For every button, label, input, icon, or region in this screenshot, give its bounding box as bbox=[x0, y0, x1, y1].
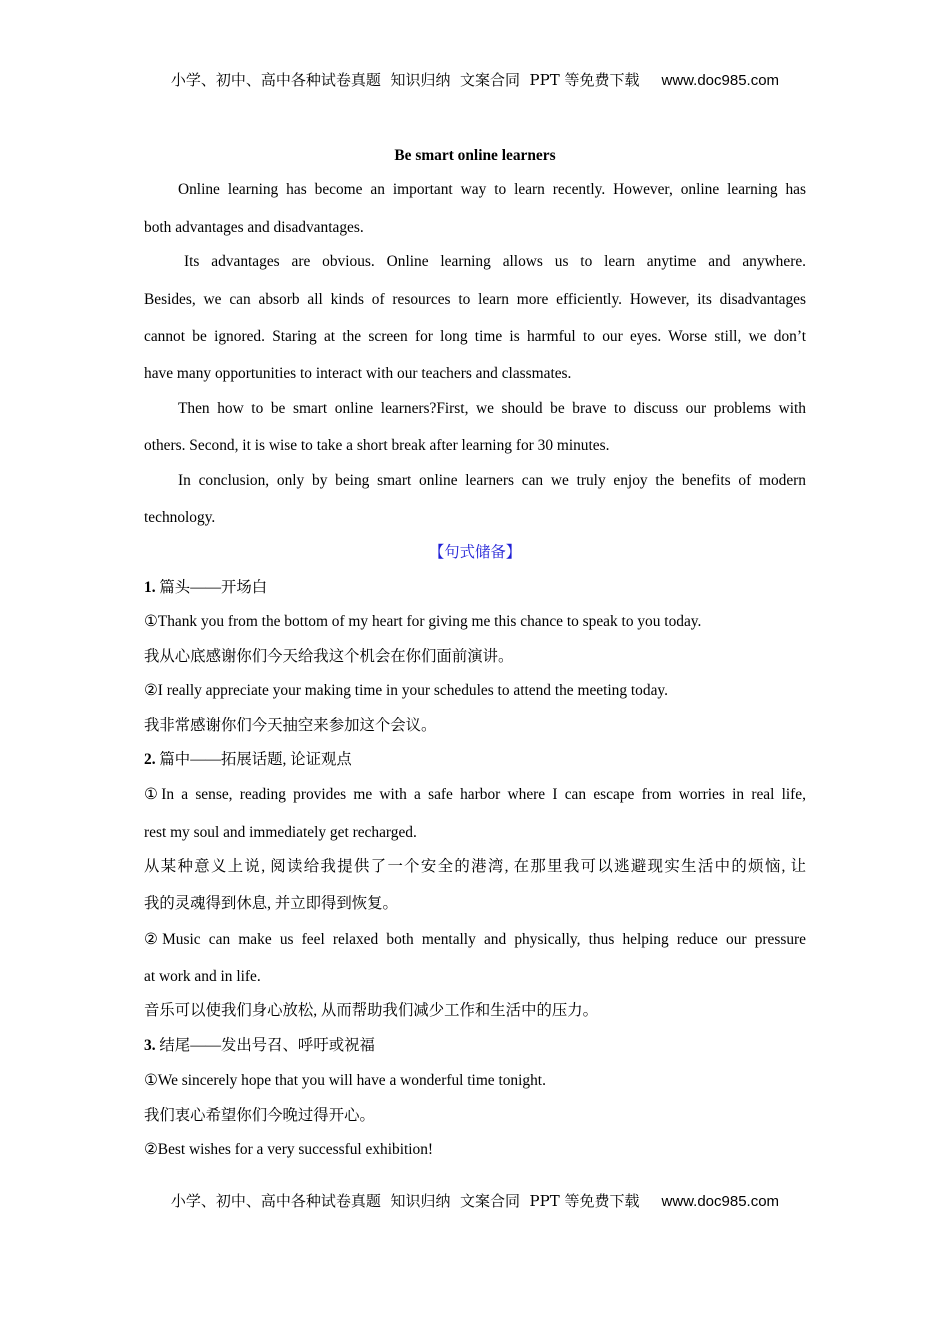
header-banner-site-link[interactable]: www.doc985.com bbox=[661, 72, 780, 89]
footer-banner-text: 小学、初中、高中各种试卷真题 知识归纳 文案合同 PPT 等免费下载 bbox=[170, 1192, 640, 1210]
section-3-heading bbox=[144, 1036, 806, 1056]
essay-paragraph-4-line-2: technology. bbox=[144, 509, 216, 526]
section-2-item-2-en-line-1: ②Music can make us feel relaxed both mentally and physically, thus helping reduce our pressure bbox=[144, 931, 806, 948]
essay-paragraph-2-line-2: Besides, we can absorb all kinds of resources to learn more efficiently. However, its disadvantages bbox=[144, 291, 806, 308]
section-3-item-1-en: ①We sincerely hope that you will have a wonderful time tonight. bbox=[144, 1072, 546, 1089]
section-1-number: 1. bbox=[144, 579, 156, 596]
essay-paragraph-4-line-1: In conclusion, only by being smart online learners can we truly enjoy the benefits of modern bbox=[178, 472, 806, 489]
section-1-item-2-en: ②I really appreciate your making time in your schedules to attend the meeting today. bbox=[144, 682, 668, 699]
essay-paragraph-1-line-2: both advantages and disadvantages. bbox=[144, 219, 364, 236]
section-2-number: 2. bbox=[144, 751, 156, 768]
section-2-item-2-cn: 音乐可以使我们身心放松, 从而帮助我们减少工作和生活中的压力。 bbox=[144, 1002, 599, 1019]
section-1-heading bbox=[144, 578, 806, 598]
section-3-item-1-cn: 我们衷心希望你们今晚过得开心。 bbox=[144, 1107, 375, 1124]
header-banner-text: 小学、初中、高中各种试卷真题 知识归纳 文案合同 PPT 等免费下载 bbox=[170, 71, 640, 89]
section-2-item-1-cn-line-2: 我的灵魂得到休息, 并立即得到恢复。 bbox=[144, 895, 398, 912]
essay-paragraph-3-line-2: others. Second, it is wise to take a short break after learning for 30 minutes. bbox=[144, 437, 610, 454]
footer-banner bbox=[0, 1190, 950, 1211]
section-3-item-2-en: ②Best wishes for a very successful exhibition! bbox=[144, 1141, 434, 1158]
section-3-heading-text: 结尾——发出号召、呼吁或祝福 bbox=[159, 1037, 375, 1054]
header-banner bbox=[0, 69, 950, 90]
essay-paragraph-2-line-4: have many opportunities to interact with our teachers and classmates. bbox=[144, 365, 572, 382]
section-2-item-1-cn-line-1: 从某种意义上说, 阅读给我提供了一个安全的港湾, 在那里我可以逃避现实生活中的烦恼, 让 bbox=[144, 858, 806, 875]
essay-paragraph-2-line-3: cannot be ignored. Staring at the screen for long time is harmful to our eyes. Worse still, we don’t bbox=[144, 328, 806, 345]
essay-paragraph-1-line-1: Online learning has become an important way to learn recently. However, online learning has bbox=[178, 181, 806, 198]
section-1-item-1-en: ①Thank you from the bottom of my heart for giving me this chance to speak to you today. bbox=[144, 613, 702, 630]
section-1-item-1-cn: 我从心底感谢你们今天给我这个机会在你们面前演讲。 bbox=[144, 648, 514, 665]
essay-paragraph-2-line-1: Its advantages are obvious. Online learning allows us to learn anytime and anywhere. bbox=[184, 253, 806, 270]
section-2-item-1-en-line-1: ①In a sense, reading provides me with a safe harbor where I can escape from worries in real life, bbox=[144, 786, 806, 803]
section-2-item-2-en-line-2: at work and in life. bbox=[144, 968, 261, 985]
section-2-heading bbox=[144, 750, 806, 770]
section-2-heading-text: 篇中——拓展话题, 论证观点 bbox=[159, 751, 352, 768]
footer-banner-site-link[interactable]: www.doc985.com bbox=[661, 1193, 780, 1210]
section-1-heading-text: 篇头——开场白 bbox=[159, 579, 268, 596]
sentence-bank-title: 【句式储备】 bbox=[428, 544, 522, 561]
essay-title: Be smart online learners bbox=[394, 147, 556, 164]
section-2-item-1-en-line-2: rest my soul and immediately get recharged. bbox=[144, 824, 417, 841]
section-1-item-2-cn: 我非常感谢你们今天抽空来参加这个会议。 bbox=[144, 717, 437, 734]
section-3-number: 3. bbox=[144, 1037, 156, 1054]
essay-paragraph-3-line-1: Then how to be smart online learners?First, we should be brave to discuss our problems with bbox=[178, 400, 806, 417]
